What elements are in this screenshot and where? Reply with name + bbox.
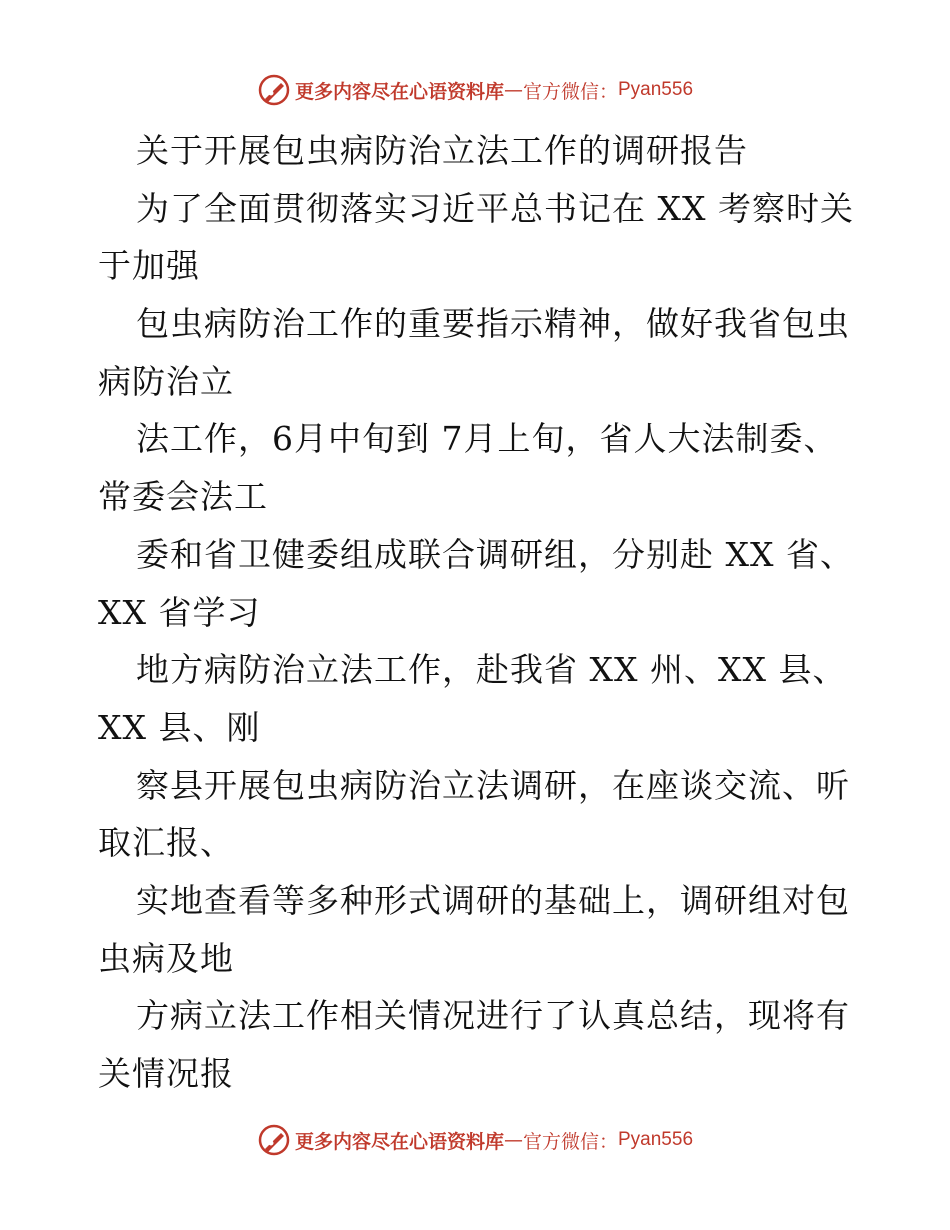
text-line: 地方病防治立法工作，赴我省 XX 州、XX 县、 — [136, 650, 847, 690]
footer-watermark-banner — [0, 1120, 950, 1160]
text-line: 察县开展包虫病防治立法调研，在座谈交流、听 — [136, 765, 850, 805]
watermark-id: Pyan556 — [618, 79, 694, 100]
text-line: 实地查看等多种形式调研的基础上，调研组对包 — [136, 880, 850, 920]
watermark-dash: — — [503, 79, 523, 101]
text-line: 包虫病防治工作的重要指示精神，做好我省包虫 — [136, 304, 850, 344]
text-line: 委和省卫健委组成联合调研组，分别赴 XX 省、 — [136, 534, 854, 574]
watermark-text: 更多内容尽在心语资料库 — [294, 80, 504, 103]
document-title: 关于开展包虫病防治立法工作的调研报告 — [136, 131, 748, 170]
text-line: 方病立法工作相关情况进行了认真总结，现将有 — [136, 996, 850, 1036]
pen-logo-icon — [257, 1123, 291, 1157]
watermark-text: 更多内容尽在心语资料库 — [294, 1130, 504, 1153]
text-line: 取汇报、 — [98, 823, 234, 863]
document-body — [98, 122, 858, 1103]
watermark-label: 官方微信： — [522, 80, 618, 103]
watermark-label: 官方微信： — [522, 1130, 618, 1153]
text-line: XX 县、刚 — [98, 707, 261, 747]
text-line: 常委会法工 — [98, 477, 268, 517]
watermark-dash: — — [503, 1129, 523, 1151]
pen-logo-icon — [257, 73, 291, 107]
text-line: 法工作，6月中旬到 7月上旬，省人大法制委、 — [136, 419, 838, 459]
watermark-id: Pyan556 — [618, 1129, 694, 1150]
text-line: 病防治立 — [98, 361, 234, 401]
text-line: 为了全面贯彻落实习近平总书记在 XX 考察时关 — [136, 188, 854, 228]
text-line: 关情况报 — [98, 1054, 234, 1093]
header-watermark-banner — [0, 70, 950, 110]
text-line: 于加强 — [98, 246, 200, 286]
text-line: 虫病及地 — [98, 938, 234, 978]
text-line: XX 省学习 — [98, 592, 261, 632]
